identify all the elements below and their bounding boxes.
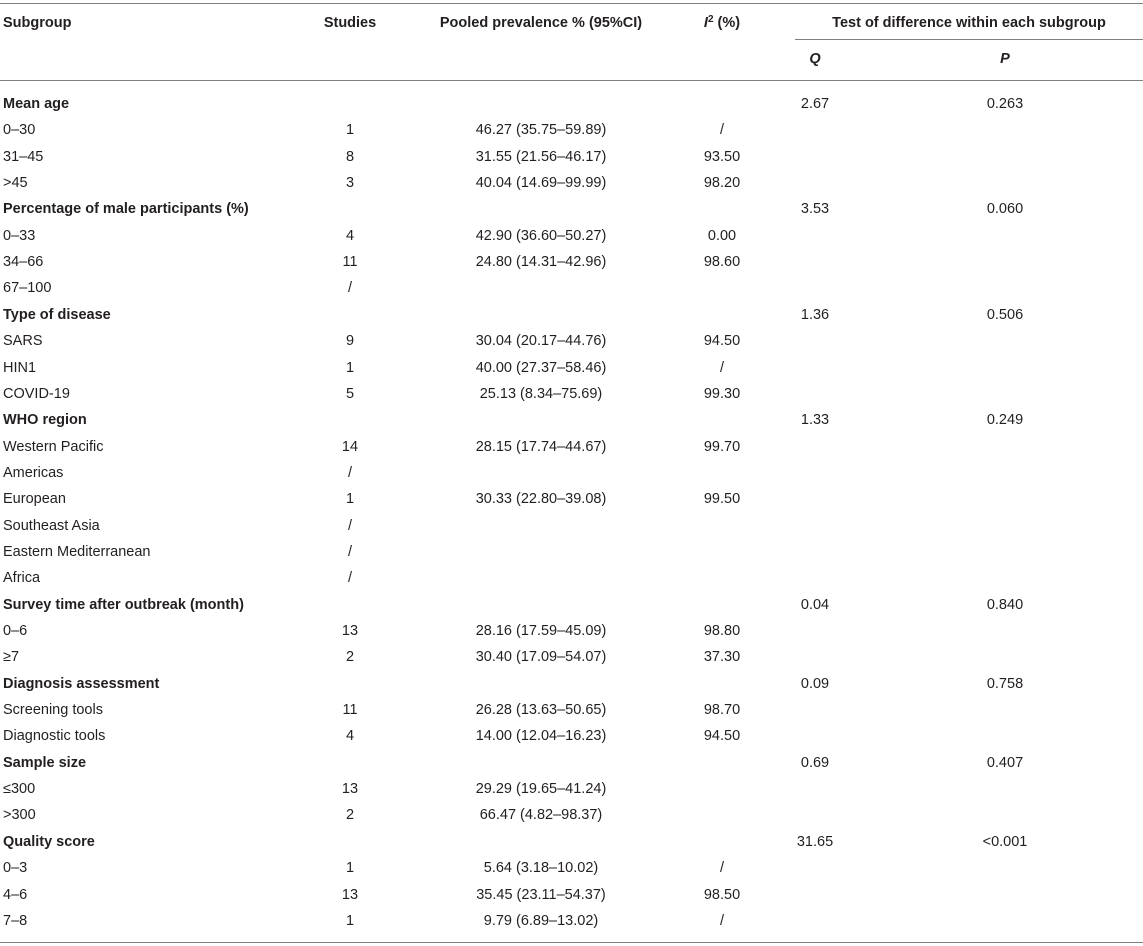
row-label: European [3, 491, 66, 507]
header-q: Q [809, 51, 821, 67]
group-heading: Sample size [3, 755, 87, 771]
row-i-squared: 99.30 [703, 386, 741, 402]
group-heading: Survey time after outbreak (month) [3, 597, 244, 613]
row-pooled-prevalence: 9.79 (6.89–13.02) [483, 913, 599, 929]
row-studies: 5 [345, 386, 355, 402]
row-i-squared: 94.50 [703, 333, 741, 349]
row-label: Americas [3, 465, 64, 481]
table-bottom-rule [0, 942, 1143, 943]
row-label: 0–30 [3, 122, 36, 138]
row-label: >300 [3, 807, 36, 823]
row-i-squared: 99.70 [703, 439, 741, 455]
group-heading: WHO region [3, 412, 87, 428]
row-p-value: 0.263 [986, 96, 1024, 112]
row-studies: 1 [345, 860, 355, 876]
row-i-squared: 99.50 [703, 491, 741, 507]
row-studies: 14 [341, 439, 359, 455]
row-pooled-prevalence: 30.33 (22.80–39.08) [475, 491, 607, 507]
row-studies: / [347, 280, 353, 296]
header-subgroup: Subgroup [3, 15, 72, 31]
row-label: 7–8 [3, 913, 28, 929]
row-studies: 13 [341, 887, 359, 903]
row-pooled-prevalence: 5.64 (3.18–10.02) [483, 860, 599, 876]
row-pooled-prevalence: 28.15 (17.74–44.67) [475, 439, 607, 455]
row-q-statistic: 31.65 [796, 834, 834, 850]
row-studies: 13 [341, 781, 359, 797]
row-q-statistic: 0.04 [800, 597, 830, 613]
row-studies: / [347, 465, 353, 481]
row-q-statistic: 1.33 [800, 412, 830, 428]
row-pooled-prevalence: 24.80 (14.31–42.96) [475, 254, 607, 270]
row-i-squared: 37.30 [703, 649, 741, 665]
row-studies: 2 [345, 649, 355, 665]
row-pooled-prevalence: 40.00 (27.37–58.46) [475, 360, 607, 376]
row-label: 4–6 [3, 887, 28, 903]
row-p-value: 0.506 [986, 307, 1024, 323]
row-label: Eastern Mediterranean [3, 544, 151, 560]
row-label: 0–33 [3, 228, 36, 244]
header-bottom-rule [0, 80, 1143, 81]
header-i-squared: $I^2$ (%) [703, 14, 741, 31]
row-pooled-prevalence: 26.28 (13.63–50.65) [475, 702, 607, 718]
header-studies: Studies [323, 15, 377, 31]
row-pooled-prevalence: 30.04 (20.17–44.76) [475, 333, 607, 349]
row-i-squared: 98.70 [703, 702, 741, 718]
row-i-squared: 94.50 [703, 728, 741, 744]
row-pooled-prevalence: 25.13 (8.34–75.69) [479, 386, 603, 402]
row-studies: / [347, 518, 353, 534]
row-i-squared: 98.20 [703, 175, 741, 191]
row-i-squared: 98.50 [703, 887, 741, 903]
row-pooled-prevalence: 42.90 (36.60–50.27) [475, 228, 607, 244]
row-studies: 1 [345, 491, 355, 507]
header-sub-rule [795, 39, 1143, 40]
row-pooled-prevalence: 31.55 (21.56–46.17) [475, 149, 607, 165]
row-i-squared: / [719, 122, 725, 138]
row-label: ≤300 [3, 781, 36, 797]
group-heading: Quality score [3, 834, 95, 850]
row-studies: 4 [345, 728, 355, 744]
row-pooled-prevalence: 14.00 (12.04–16.23) [475, 728, 607, 744]
row-q-statistic: 2.67 [800, 96, 830, 112]
header-test-of-difference: Test of difference within each subgroup [832, 15, 1106, 31]
row-label: 0–6 [3, 623, 28, 639]
row-studies: 1 [345, 360, 355, 376]
row-label: >45 [3, 175, 28, 191]
row-i-squared: 98.60 [703, 254, 741, 270]
group-heading: Type of disease [3, 307, 111, 323]
header-p: P [1000, 51, 1010, 67]
row-q-statistic: 3.53 [800, 201, 830, 217]
row-label: HIN1 [3, 360, 37, 376]
row-label: SARS [3, 333, 43, 349]
row-label: COVID-19 [3, 386, 70, 402]
row-p-value: 0.758 [986, 676, 1024, 692]
row-label: 67–100 [3, 280, 52, 296]
row-label: Western Pacific [3, 439, 104, 455]
row-studies: / [347, 570, 353, 586]
row-i-squared: 98.80 [703, 623, 741, 639]
row-pooled-prevalence: 30.40 (17.09–54.07) [475, 649, 607, 665]
row-i-squared: / [719, 360, 725, 376]
row-label: ≥7 [3, 649, 20, 665]
row-p-value: 0.060 [986, 201, 1024, 217]
header-pooled-prevalence: Pooled prevalence % (95%CI) [439, 15, 643, 31]
row-pooled-prevalence: 29.29 (19.65–41.24) [475, 781, 607, 797]
row-label: Diagnostic tools [3, 728, 106, 744]
row-pooled-prevalence: 35.45 (23.11–54.37) [476, 887, 606, 903]
row-pooled-prevalence: 66.47 (4.82–98.37) [479, 807, 603, 823]
row-q-statistic: 0.69 [800, 755, 830, 771]
row-q-statistic: 0.09 [800, 676, 830, 692]
row-studies: 2 [345, 807, 355, 823]
row-studies: 1 [345, 122, 355, 138]
row-studies: 13 [341, 623, 359, 639]
row-i-squared: 93.50 [703, 149, 741, 165]
row-pooled-prevalence: 28.16 (17.59–45.09) [475, 623, 607, 639]
row-i-squared: 0.00 [707, 228, 737, 244]
row-studies: 1 [345, 913, 355, 929]
row-p-value: <0.001 [982, 834, 1028, 850]
row-label: 31–45 [3, 149, 44, 165]
row-label: 34–66 [3, 254, 44, 270]
row-label: Africa [3, 570, 41, 586]
row-studies: 9 [345, 333, 355, 349]
row-studies: 11 [342, 254, 358, 270]
row-p-value: 0.840 [986, 597, 1024, 613]
group-heading: Diagnosis assessment [3, 676, 160, 692]
row-q-statistic: 1.36 [800, 307, 830, 323]
row-studies: 3 [345, 175, 355, 191]
row-p-value: 0.249 [986, 412, 1024, 428]
row-studies: 8 [345, 149, 355, 165]
row-studies: 11 [342, 702, 358, 718]
row-pooled-prevalence: 40.04 (14.69–99.99) [475, 175, 607, 191]
row-i-squared: / [719, 860, 725, 876]
group-heading: Percentage of male participants (%) [3, 201, 249, 217]
row-label: Screening tools [3, 702, 103, 718]
row-studies: / [347, 544, 353, 560]
row-p-value: 0.407 [986, 755, 1024, 771]
row-label: Southeast Asia [3, 518, 100, 534]
row-studies: 4 [345, 228, 355, 244]
row-pooled-prevalence: 46.27 (35.75–59.89) [475, 122, 607, 138]
row-i-squared: / [719, 913, 725, 929]
row-label: 0–3 [3, 860, 28, 876]
table-top-rule [0, 3, 1143, 4]
group-heading: Mean age [3, 96, 70, 112]
